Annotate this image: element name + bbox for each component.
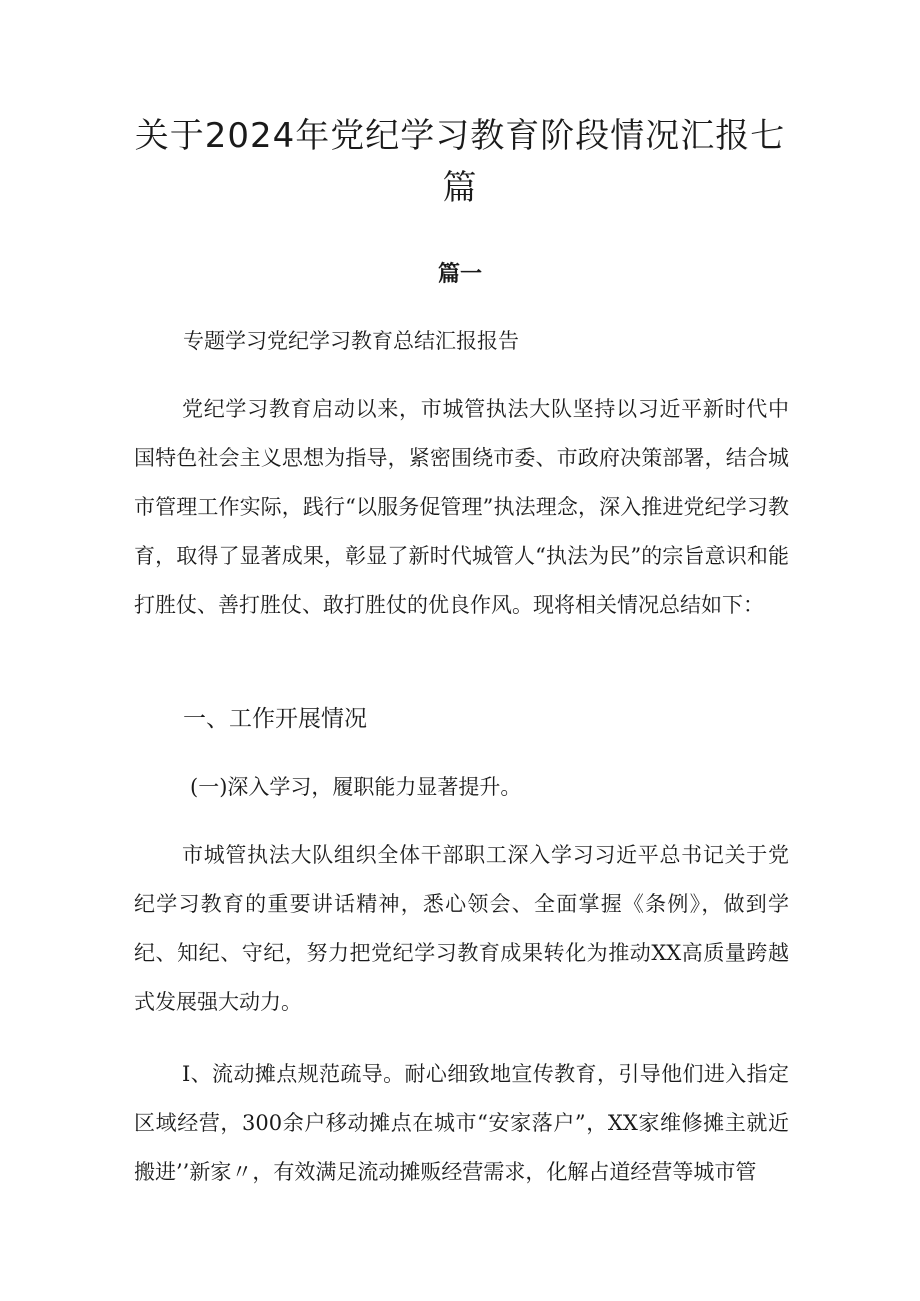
intro-paragraph: 党纪学习教育启动以来，市城管执法大队坚持以习近平新时代中国特色社会主义思想为指导，紧密围绕市委、市政府决策部署，结合城市管理工作实际，践行“以服务促管理”执法理念，深入推进党纪学习教育，取得了显著成果，彰显了新时代城管人“执法为民”的宗旨意识和能打胜仗、善打胜仗、敢打胜仗的优良作风。现将相关情况总结如下： bbox=[134, 397, 789, 617]
vendor-paragraph: I、流动摊点规范疏导。耐心细致地宣传教育，引导他们进入指定区域经营，300余户移动摊点在城市“安家落户”，XX家维修摊主就近搬进’’新家〃，有效满足流动摊贩经营需求，化解占道经营等城市管 bbox=[134, 1062, 789, 1184]
report-subtitle: 专题学习党纪学习教育总结汇报报告 bbox=[183, 329, 519, 353]
section-label: 篇一 bbox=[437, 262, 482, 287]
study-paragraph: 市城管执法大队组织全体干部职工深入学习习近平总书记关于党纪学习教育的重要讲话精神，悉心领会、全面掌握《条例》，做到学纪、知纪、守纪，努力把党纪学习教育成果转化为推动XX高质量跨越式发展强大动力。 bbox=[134, 843, 789, 1014]
document-title: 关于2024年党纪学习教育阶段情况汇报七篇 bbox=[134, 116, 786, 208]
section-heading-work-progress: 一、工作开展情况 bbox=[183, 706, 367, 732]
subsection-heading-study: (一)深入学习，履职能力显著提升。 bbox=[190, 775, 522, 799]
